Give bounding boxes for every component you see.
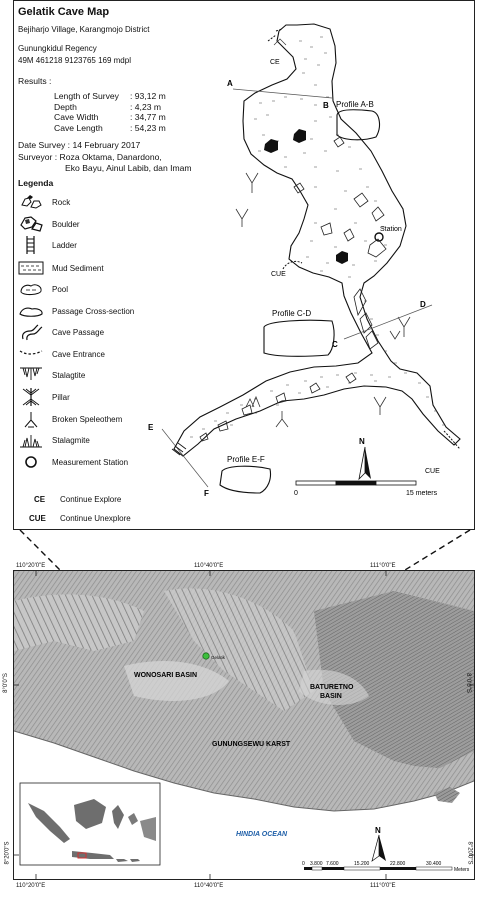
- station-label: Station: [380, 226, 402, 233]
- legend-label-broken-speleothem: Broken Speleothem: [52, 414, 123, 424]
- cue-label-north: CUE: [271, 271, 286, 278]
- legend-ce-label: Continue Explore: [60, 495, 122, 504]
- indonesia-inset-map: [20, 783, 160, 865]
- profile-ef-shape: [220, 466, 271, 493]
- section-c-label: C: [332, 340, 338, 349]
- lon-label-bottom-1: 110°20'0"E: [16, 883, 46, 889]
- regional-north-label: N: [375, 826, 381, 835]
- map-title: Gelatik Cave Map: [18, 6, 110, 18]
- callout-lines: [0, 528, 487, 574]
- scale-tick-4: 22.800: [390, 861, 406, 867]
- ce-label: CE: [270, 59, 280, 66]
- results-label: Length of Survey: [54, 91, 119, 101]
- lon-label-bottom-3: 111°0'0"E: [370, 883, 396, 889]
- wonosari-basin-label: WONOSARI BASIN: [134, 672, 197, 679]
- legend-label-cave-passage: Cave Passage: [52, 327, 105, 337]
- coordinates-text: 49M 461218 9123765 169 mdpl: [18, 56, 131, 65]
- lat-label-right-1: 8°0'0"S: [464, 673, 471, 693]
- profile-cd-shape: [264, 320, 334, 356]
- scale-unit: Meters: [454, 867, 470, 873]
- profile-ef-label: Profile E-F: [227, 455, 265, 464]
- profile-ab-label: Profile A-B: [336, 100, 374, 109]
- section-e-label: E: [148, 423, 154, 432]
- surveyor-line-1: Surveyor : Roza Oktama, Danardono,: [18, 152, 162, 162]
- lon-label-top-3: 111°0'0"E: [370, 563, 396, 569]
- lon-label-top-2: 110°40'0"E: [194, 563, 224, 569]
- results-heading: Results :: [18, 76, 52, 86]
- regional-scale-bar: [304, 867, 452, 870]
- baturetno-label-line2: BASIN: [320, 693, 342, 700]
- legend-cue-label: Continue Unexplore: [60, 514, 131, 523]
- legend-label-measurement-station: Measurement Station: [52, 457, 129, 467]
- section-b-label: B: [323, 101, 329, 110]
- profile-cd-label: Profile C-D: [272, 309, 312, 318]
- scale-tick-3: 15.200: [354, 861, 370, 867]
- regional-relief-map: [14, 571, 474, 879]
- legend-label-ladder: Ladder: [52, 240, 77, 250]
- cave-passage-outline: [174, 24, 460, 456]
- results-value: : 34,77 m: [130, 112, 166, 122]
- cue-label-east: CUE: [425, 468, 440, 475]
- legend-label-rock: Rock: [52, 197, 71, 207]
- cave-marker-label: Gelatik: [211, 655, 226, 660]
- lat-label-left-1: 8°0'0"S: [2, 673, 9, 693]
- legend-label-stalagmite: Stalagmite: [52, 435, 90, 445]
- results-value: : 93,12 m: [130, 91, 166, 101]
- cave-plan-drawing: [14, 1, 474, 529]
- surveyor-line-2: Eko Bayu, Ainul Labib, dan Imam: [65, 163, 192, 173]
- legend-label-boulder: Boulder: [52, 219, 80, 229]
- hindia-ocean-label: HINDIA OCEAN: [236, 831, 288, 838]
- scale-tick-2: 7.600: [326, 861, 339, 867]
- results-label: Depth: [54, 101, 77, 112]
- results-value: : 4,23 m: [130, 101, 162, 112]
- gunungsewu-karst-label: GUNUNGSEWU KARST: [212, 741, 291, 748]
- cave-north-arrow: [359, 447, 371, 479]
- legend-label-mud-sediment: Mud Sediment: [52, 263, 104, 273]
- legend-label-cave-entrance: Cave Entrance: [52, 349, 105, 359]
- baturetno-label-line1: BATURETNO: [310, 684, 354, 691]
- legend-heading: Legenda: [18, 178, 54, 188]
- results-value: : 54,23 m: [130, 122, 166, 133]
- lon-label-bottom-2: 110°40'0"E: [194, 883, 224, 889]
- legend-ce-code: CE: [34, 495, 46, 504]
- section-f-label: F: [204, 489, 209, 498]
- section-a-label: A: [227, 79, 233, 88]
- regency-text: Gunungkidul Regency: [18, 44, 97, 53]
- legend-label-passage-cross-section: Passage Cross-section: [52, 306, 135, 316]
- cave-location-marker: [203, 653, 209, 659]
- results-label: Cave Length: [54, 122, 103, 133]
- legend-cue-code: CUE: [29, 514, 46, 523]
- scale-tick-0: 0: [302, 861, 305, 867]
- survey-date: Date Survey : 14 February 2017: [18, 140, 141, 150]
- section-d-label: D: [420, 300, 426, 309]
- scale-tick-5: 30.400: [426, 861, 442, 867]
- legend-label-stalagtite: Stalagtite: [52, 370, 86, 380]
- scale-tick-1: 3.800: [310, 861, 323, 867]
- cave-map-panel: [13, 0, 475, 530]
- legend-label-pillar: Pillar: [52, 392, 70, 402]
- legend-label-pool: Pool: [52, 284, 69, 294]
- lat-label-right-2: 8°20'0"S: [466, 841, 473, 865]
- regional-map-panel: [13, 570, 475, 880]
- results-label: Cave Width: [54, 112, 99, 122]
- lon-label-top-1: 110°20'0"E: [16, 563, 46, 569]
- village-text: Bejiharjo Village, Karangmojo District: [18, 25, 150, 34]
- cave-scale-bar: [296, 481, 416, 485]
- lat-label-left-2: 8°20'0"S: [4, 841, 11, 865]
- cave-scale-end: 15 meters: [406, 490, 438, 497]
- cave-scale-start: 0: [294, 490, 298, 497]
- cave-north-label: N: [359, 437, 365, 446]
